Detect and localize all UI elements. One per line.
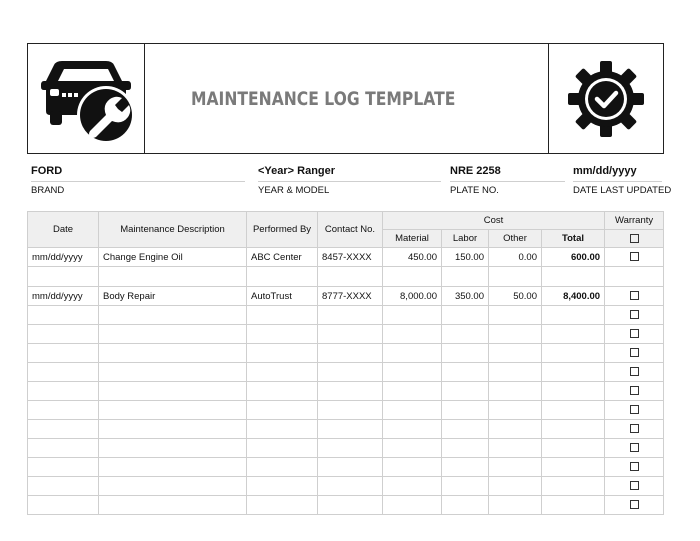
contact-cell[interactable] bbox=[318, 420, 383, 439]
total-cell[interactable] bbox=[542, 420, 605, 439]
header-description: Maintenance Description bbox=[99, 212, 247, 248]
date-updated-value[interactable]: mm/dd/yyyy bbox=[573, 165, 662, 182]
description-cell[interactable] bbox=[99, 458, 247, 477]
description-cell[interactable] bbox=[99, 325, 247, 344]
total-cell[interactable] bbox=[542, 344, 605, 363]
plate-block bbox=[450, 165, 565, 196]
warranty-checkbox[interactable] bbox=[630, 252, 639, 261]
date-cell[interactable] bbox=[28, 439, 99, 458]
warranty-cell bbox=[605, 420, 664, 439]
gear-check-icon bbox=[566, 59, 646, 139]
other-cell[interactable]: 50.00 bbox=[489, 287, 542, 306]
performed-by-cell[interactable] bbox=[247, 363, 318, 382]
year-model-value[interactable]: <Year> Ranger bbox=[258, 165, 441, 182]
header-total: Total bbox=[542, 230, 605, 248]
total-cell[interactable] bbox=[542, 382, 605, 401]
warranty-cell bbox=[605, 267, 664, 287]
contact-cell[interactable] bbox=[318, 496, 383, 515]
table-row bbox=[28, 496, 664, 515]
table-row bbox=[28, 363, 664, 382]
table-row bbox=[28, 382, 664, 401]
logo-left-cell bbox=[28, 44, 145, 153]
other-cell[interactable] bbox=[489, 363, 542, 382]
header-performed-by: Performed By bbox=[247, 212, 318, 248]
material-cell[interactable]: 8,000.00 bbox=[383, 287, 442, 306]
performed-by-cell[interactable] bbox=[247, 382, 318, 401]
page-title: MAINTENANCE LOG TEMPLATE bbox=[191, 87, 456, 110]
warranty-checkbox[interactable] bbox=[630, 348, 639, 357]
table-row bbox=[28, 458, 664, 477]
performed-by-cell[interactable] bbox=[247, 401, 318, 420]
contact-cell[interactable] bbox=[318, 325, 383, 344]
performed-by-cell[interactable] bbox=[247, 325, 318, 344]
warranty-header-checkbox-cell bbox=[605, 230, 664, 248]
labor-cell[interactable] bbox=[442, 306, 489, 325]
contact-cell[interactable] bbox=[318, 439, 383, 458]
table-row bbox=[28, 401, 664, 420]
description-cell[interactable] bbox=[99, 420, 247, 439]
warranty-cell bbox=[605, 363, 664, 382]
header-warranty: Warranty bbox=[605, 212, 664, 230]
warranty-cell bbox=[605, 248, 664, 267]
warranty-checkbox[interactable] bbox=[630, 310, 639, 319]
year-model-label: YEAR & MODEL bbox=[258, 185, 330, 196]
warranty-cell bbox=[605, 382, 664, 401]
contact-cell[interactable] bbox=[318, 458, 383, 477]
warranty-cell bbox=[605, 325, 664, 344]
contact-cell[interactable] bbox=[318, 306, 383, 325]
other-cell[interactable] bbox=[489, 306, 542, 325]
date-cell[interactable] bbox=[28, 420, 99, 439]
material-cell[interactable] bbox=[383, 267, 442, 287]
header-other: Other bbox=[489, 230, 542, 248]
brand-value[interactable]: FORD bbox=[31, 165, 245, 182]
warranty-cell bbox=[605, 401, 664, 420]
contact-cell[interactable] bbox=[318, 344, 383, 363]
warranty-checkbox[interactable] bbox=[630, 386, 639, 395]
title-cell bbox=[145, 44, 548, 153]
table-row bbox=[28, 420, 664, 439]
other-cell[interactable] bbox=[489, 458, 542, 477]
table-row bbox=[28, 267, 664, 287]
plate-value[interactable]: NRE 2258 bbox=[450, 165, 565, 182]
contact-cell[interactable] bbox=[318, 382, 383, 401]
table-row bbox=[28, 344, 664, 363]
year-model-block bbox=[258, 165, 441, 196]
warranty-checkbox[interactable] bbox=[630, 462, 639, 471]
performed-by-cell[interactable] bbox=[247, 439, 318, 458]
description-cell[interactable] bbox=[99, 267, 247, 287]
total-cell[interactable] bbox=[542, 267, 605, 287]
other-cell[interactable] bbox=[489, 477, 542, 496]
performed-by-cell[interactable] bbox=[247, 306, 318, 325]
date-cell[interactable] bbox=[28, 458, 99, 477]
description-cell[interactable] bbox=[99, 382, 247, 401]
other-cell[interactable] bbox=[489, 420, 542, 439]
contact-cell[interactable] bbox=[318, 363, 383, 382]
description-cell[interactable] bbox=[99, 439, 247, 458]
warranty-cell bbox=[605, 439, 664, 458]
warranty-checkbox[interactable] bbox=[630, 329, 639, 338]
plate-label: PLATE NO. bbox=[450, 185, 499, 196]
performed-by-cell[interactable]: AutoTrust bbox=[247, 287, 318, 306]
logo-right-cell bbox=[548, 44, 663, 153]
warranty-cell bbox=[605, 287, 664, 306]
contact-cell[interactable] bbox=[318, 477, 383, 496]
material-cell[interactable] bbox=[383, 325, 442, 344]
warranty-header-checkbox[interactable] bbox=[630, 234, 639, 243]
material-cell[interactable] bbox=[383, 363, 442, 382]
description-cell[interactable]: Body Repair bbox=[99, 287, 247, 306]
header-material: Material bbox=[383, 230, 442, 248]
warranty-cell bbox=[605, 496, 664, 515]
other-cell[interactable] bbox=[489, 401, 542, 420]
labor-cell[interactable]: 350.00 bbox=[442, 287, 489, 306]
description-cell[interactable]: Change Engine Oil bbox=[99, 248, 247, 267]
total-cell[interactable] bbox=[542, 325, 605, 344]
brand-label: BRAND bbox=[31, 185, 65, 196]
material-cell[interactable] bbox=[383, 382, 442, 401]
warranty-cell bbox=[605, 306, 664, 325]
table-row bbox=[28, 287, 664, 306]
date-cell[interactable] bbox=[28, 363, 99, 382]
other-cell[interactable] bbox=[489, 496, 542, 515]
date-cell[interactable] bbox=[28, 306, 99, 325]
labor-cell[interactable] bbox=[442, 382, 489, 401]
total-cell[interactable] bbox=[542, 401, 605, 420]
date-cell[interactable] bbox=[28, 496, 99, 515]
total-cell[interactable] bbox=[542, 458, 605, 477]
total-cell[interactable]: 8,400.00 bbox=[542, 287, 605, 306]
table-row bbox=[28, 306, 664, 325]
brand-block bbox=[31, 165, 245, 196]
total-cell[interactable] bbox=[542, 439, 605, 458]
labor-cell[interactable] bbox=[442, 401, 489, 420]
performed-by-cell[interactable] bbox=[247, 267, 318, 287]
material-cell[interactable] bbox=[383, 306, 442, 325]
total-cell[interactable] bbox=[542, 496, 605, 515]
labor-cell[interactable] bbox=[442, 344, 489, 363]
total-cell[interactable] bbox=[542, 477, 605, 496]
date-cell[interactable] bbox=[28, 477, 99, 496]
material-cell[interactable] bbox=[383, 458, 442, 477]
description-cell[interactable] bbox=[99, 344, 247, 363]
date-cell[interactable] bbox=[28, 382, 99, 401]
contact-cell[interactable]: 8457-XXXX bbox=[318, 248, 383, 267]
header-date: Date bbox=[28, 212, 99, 248]
material-cell[interactable] bbox=[383, 439, 442, 458]
labor-cell[interactable] bbox=[442, 267, 489, 287]
labor-cell[interactable] bbox=[442, 325, 489, 344]
description-cell[interactable] bbox=[99, 477, 247, 496]
table-row bbox=[28, 325, 664, 344]
labor-cell[interactable] bbox=[442, 363, 489, 382]
total-cell[interactable]: 600.00 bbox=[542, 248, 605, 267]
material-cell[interactable] bbox=[383, 477, 442, 496]
header-cost: Cost bbox=[383, 212, 605, 230]
date-cell[interactable] bbox=[28, 267, 99, 287]
performed-by-cell[interactable] bbox=[247, 458, 318, 477]
warranty-cell bbox=[605, 458, 664, 477]
header-box bbox=[27, 43, 664, 154]
warranty-cell bbox=[605, 344, 664, 363]
warranty-checkbox[interactable] bbox=[630, 424, 639, 433]
date-cell[interactable] bbox=[28, 401, 99, 420]
performed-by-cell[interactable] bbox=[247, 344, 318, 363]
table-row bbox=[28, 248, 664, 267]
other-cell[interactable] bbox=[489, 382, 542, 401]
warranty-cell bbox=[605, 477, 664, 496]
table-body bbox=[28, 248, 664, 515]
other-cell[interactable] bbox=[489, 344, 542, 363]
performed-by-cell[interactable] bbox=[247, 477, 318, 496]
table-row bbox=[28, 439, 664, 458]
header-labor: Labor bbox=[442, 230, 489, 248]
labor-cell[interactable] bbox=[442, 477, 489, 496]
total-cell[interactable] bbox=[542, 306, 605, 325]
performed-by-cell[interactable] bbox=[247, 496, 318, 515]
date-updated-block bbox=[573, 165, 672, 196]
warranty-checkbox[interactable] bbox=[630, 291, 639, 300]
header-contact: Contact No. bbox=[318, 212, 383, 248]
material-cell[interactable] bbox=[383, 401, 442, 420]
performed-by-cell[interactable]: ABC Center bbox=[247, 248, 318, 267]
warranty-checkbox[interactable] bbox=[630, 481, 639, 490]
warranty-checkbox[interactable] bbox=[630, 443, 639, 452]
description-cell[interactable] bbox=[99, 496, 247, 515]
other-cell[interactable] bbox=[489, 439, 542, 458]
description-cell[interactable] bbox=[99, 401, 247, 420]
date-cell[interactable]: mm/dd/yyyy bbox=[28, 287, 99, 306]
total-cell[interactable] bbox=[542, 363, 605, 382]
date-cell[interactable]: mm/dd/yyyy bbox=[28, 248, 99, 267]
maintenance-table bbox=[27, 211, 664, 515]
table-row bbox=[28, 477, 664, 496]
warranty-checkbox[interactable] bbox=[630, 405, 639, 414]
labor-cell[interactable] bbox=[442, 458, 489, 477]
warranty-checkbox[interactable] bbox=[630, 500, 639, 509]
material-cell[interactable] bbox=[383, 344, 442, 363]
other-cell[interactable] bbox=[489, 267, 542, 287]
other-cell[interactable]: 0.00 bbox=[489, 248, 542, 267]
date-cell[interactable] bbox=[28, 344, 99, 363]
description-cell[interactable] bbox=[99, 306, 247, 325]
contact-cell[interactable]: 8777-XXXX bbox=[318, 287, 383, 306]
material-cell[interactable] bbox=[383, 420, 442, 439]
contact-cell[interactable] bbox=[318, 267, 383, 287]
material-cell[interactable]: 450.00 bbox=[383, 248, 442, 267]
warranty-checkbox[interactable] bbox=[630, 367, 639, 376]
material-cell[interactable] bbox=[383, 496, 442, 515]
other-cell[interactable] bbox=[489, 325, 542, 344]
labor-cell[interactable]: 150.00 bbox=[442, 248, 489, 267]
description-cell[interactable] bbox=[99, 363, 247, 382]
date-updated-label: DATE LAST UPDATED bbox=[573, 185, 672, 196]
car-wrench-icon bbox=[36, 53, 136, 145]
contact-cell[interactable] bbox=[318, 401, 383, 420]
performed-by-cell[interactable] bbox=[247, 420, 318, 439]
labor-cell[interactable] bbox=[442, 420, 489, 439]
labor-cell[interactable] bbox=[442, 496, 489, 515]
date-cell[interactable] bbox=[28, 325, 99, 344]
labor-cell[interactable] bbox=[442, 439, 489, 458]
